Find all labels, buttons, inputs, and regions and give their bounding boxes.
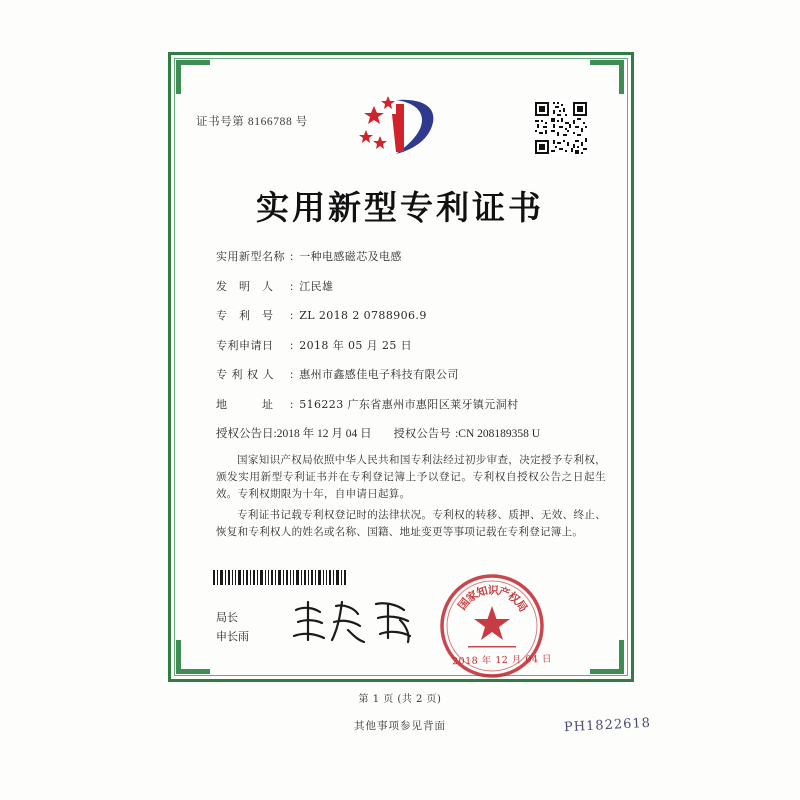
grant-date-colon: : <box>273 428 277 440</box>
field-value: 2018 年 05 月 25 日 <box>299 338 413 352</box>
page-title: 实用新型专利证书 <box>256 188 544 227</box>
svg-text:局: 局 <box>512 597 530 615</box>
barcode-icon <box>212 570 348 585</box>
grant-date-value: 2018 年 12 月 04 日 <box>276 428 372 440</box>
footer-note: 其他事项参见背面 <box>354 720 446 732</box>
page-number: 第 1 页 (共 2 页) <box>358 694 442 705</box>
border-corner-top-right <box>590 60 624 94</box>
field-value: ZL 2018 2 0788906.9 <box>299 309 427 322</box>
field-row-address <box>216 396 616 412</box>
svg-text:产: 产 <box>496 584 512 601</box>
grant-number-colon: : <box>455 428 459 440</box>
qr-code-icon <box>533 100 589 156</box>
svg-text:识: 识 <box>487 583 499 598</box>
grant-number-group <box>394 425 540 441</box>
field-label: 专 利 号 <box>216 309 274 322</box>
border-corner-top-left <box>176 60 210 94</box>
seal-date: 2018 年 12 月 04 日 <box>451 653 553 668</box>
director-signature-icon <box>288 596 418 648</box>
border-corner-bottom-left <box>176 640 210 674</box>
field-colon: : <box>290 310 294 322</box>
legal-text-block <box>216 452 606 545</box>
handwritten-reference-id: PH1822618 <box>563 715 652 736</box>
signature-labels <box>216 608 249 646</box>
svg-text:国: 国 <box>455 595 473 613</box>
field-label: 专利申请日 <box>216 338 274 352</box>
legal-paragraph-1: 国家知识产权局依照中华人民共和国专利法经过初步审查，决定授予专利权，颁发实用新型专利证书并在专利登记簿上予以登记。专利权自授权公告之日起生效。专利权期限为十年，自申请日起算。 <box>216 454 606 500</box>
field-row-invention-name <box>216 248 616 264</box>
field-row-patentee <box>216 366 616 382</box>
director-name-label: 申长雨 <box>216 630 249 643</box>
grant-number-label: 授权公告号 <box>393 427 452 440</box>
field-value: 江民雄 <box>299 279 334 293</box>
field-row-grant-announcement <box>216 425 616 441</box>
field-colon: : <box>290 369 294 381</box>
field-label: 实用新型名称 <box>216 250 285 263</box>
field-label: 专 利 权 人 <box>216 368 274 381</box>
field-row-patent-number <box>216 307 616 323</box>
grant-date-label: 授权公告日 <box>216 428 274 440</box>
field-value: 惠州市鑫感佳电子科技有限公司 <box>299 368 459 381</box>
certificate-number: 证书号第 8166788 号 <box>196 116 308 128</box>
svg-text:家: 家 <box>463 588 481 606</box>
patent-office-emblem-icon <box>352 92 448 158</box>
field-colon: : <box>290 280 294 293</box>
director-title-label: 局长 <box>216 611 238 624</box>
field-value: 516223 广东省惠州市惠阳区莱牙镇元洞村 <box>299 397 519 411</box>
field-label: 发 明 人 <box>216 279 274 293</box>
legal-paragraph-2: 专利证书记载专利权登记时的法律状况。专利权的转移、质押、无效、终止、恢复和专利权人的姓名或名称、国籍、地址变更等事项记载在专利登记簿上。 <box>216 509 606 538</box>
certificate-fields <box>216 248 616 455</box>
border-corner-bottom-right <box>590 640 624 674</box>
field-row-inventor <box>216 278 616 294</box>
svg-text:权: 权 <box>505 589 523 607</box>
field-value: 一种电感磁芯及电感 <box>299 250 402 263</box>
field-row-application-date <box>216 337 616 353</box>
field-colon: : <box>290 398 294 411</box>
svg-text:知: 知 <box>475 584 490 600</box>
field-label: 地 址 <box>216 397 274 411</box>
field-colon: : <box>290 251 294 263</box>
field-colon: : <box>290 339 294 352</box>
grant-number-value: CN 208189358 U <box>458 428 541 440</box>
